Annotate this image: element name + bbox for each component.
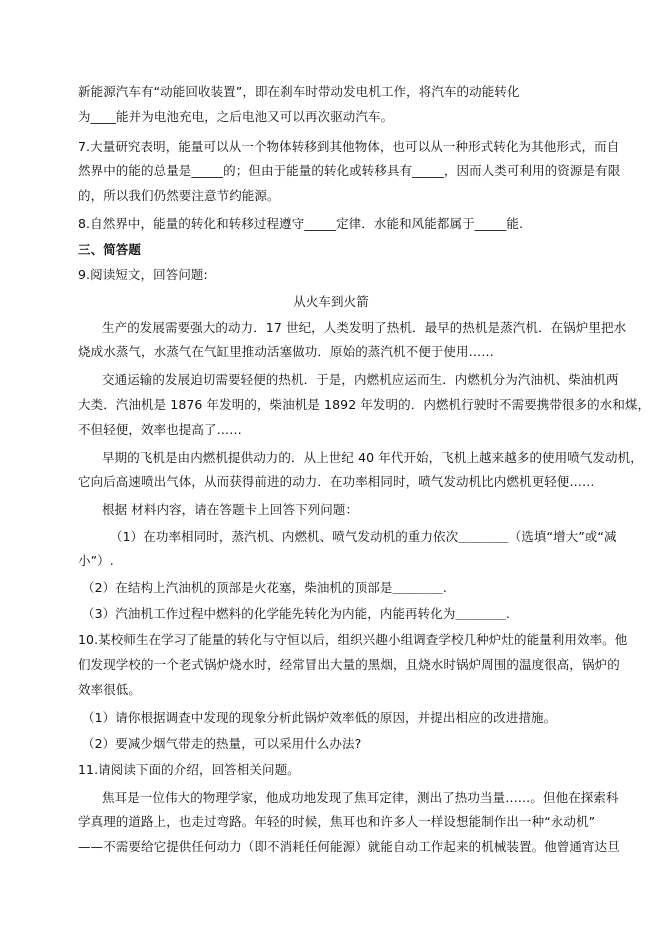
question-7-line-1: 7.大量研究表明，能量可以从一个物体转移到其他物体，也可以从一种形式转化为其他形式，而自 xyxy=(78,139,620,154)
question-10-part-1: （1）请你根据调查中发现的现象分析此锅炉效率低的原因，并提出相应的改进措施。 xyxy=(82,710,557,725)
question-9-part-1-line-1: （1）在功率相同时，蒸汽机、内燃机、喷气发动机的重力依次＿＿＿＿（选填“增大”或“减 xyxy=(110,529,617,544)
article-paragraph-2-line-2: 大类．汽油机是 1876 年发明的，柴油机是 1892 年发明的．内燃机行驶时不需要携带很多的水和煤， xyxy=(78,397,651,412)
article-paragraph-1-line-2: 烧成水蒸气，水蒸气在气缸里推动活塞做功．原始的蒸汽机不便于使用…… xyxy=(78,344,494,359)
question-11-intro: 11.请阅读下面的介绍，回答相关问题。 xyxy=(78,762,300,777)
article-paragraph-1-line-1: 生产的发展需要强大的动力．17 世纪，人类发明了热机．最早的热机是蒸汽机．在锅炉里把水 xyxy=(102,320,627,335)
question-10-line-2: 们发现学校的一个老式锅炉烧水时，经常冒出大量的黑烟，且烧水时锅炉周围的温度很高，锅炉的 xyxy=(78,657,620,672)
joule-paragraph-line-2: 学真理的道路上，也走过弯路。年轻的时候，焦耳也和许多人一样设想能制作出一种“永动机” xyxy=(78,814,596,829)
text-line-energy-recovery-blank: 为____能并为电池充电，之后电池又可以再次驱动汽车。 xyxy=(78,109,394,124)
question-7-line-2: 然界中的能的总量是_____的；但由于能量的转化或转移具有_____，因而人类可利用的资源是有限 xyxy=(78,163,621,178)
article-paragraph-3-line-1: 早期的飞机是由内燃机提供动力的．从上世纪 40 年代开始，飞机上越来越多的使用喷气发动机， xyxy=(102,450,643,465)
question-10-line-3: 效率很低。 xyxy=(78,682,142,697)
article-title: 从火车到火箭 xyxy=(293,294,369,309)
text-line-energy-recovery: 新能源汽车有“动能回收装置”，即在刹车时带动发电机工作，将汽车的动能转化 xyxy=(78,84,520,99)
article-paragraph-2-line-3: 不但轻便，效率也提高了…… xyxy=(78,422,242,437)
section-heading-short-answer: 三、简答题 xyxy=(78,242,142,257)
article-paragraph-3-line-2: 它向后高速喷出气体，从而获得前进的动力．在功率相同时，喷气发动机比内燃机更轻便…… xyxy=(78,474,595,489)
joule-paragraph-line-1: 焦耳是一位伟大的物理学家，他成功地发现了焦耳定律，测出了热功当量……。但他在探索科 xyxy=(102,790,619,805)
question-10-line-1: 10.某校师生在学习了能量的转化与守恒以后，组织兴趣小组调查学校几种炉灶的能量利用效率。他 xyxy=(78,632,628,647)
question-7-line-3: 的，所以我们仍然要注意节约能源。 xyxy=(78,188,280,203)
question-10-part-2: （2）要减少烟气带走的热量，可以采用什么办法? xyxy=(82,736,362,751)
question-9-part-3: （3）汽油机工作过程中燃料的化学能先转化为内能，内能再转化为＿＿＿＿. xyxy=(82,606,510,621)
question-9-part-2: （2）在结构上汽油机的顶部是火花塞，柴油机的顶部是＿＿＿＿. xyxy=(82,580,447,595)
question-9-intro: 9.阅读短文，回答问题: xyxy=(78,267,208,282)
article-paragraph-2-line-1: 交通运输的发展迫切需要轻便的热机．于是，内燃机应运而生．内燃机分为汽油机、柴油机两 xyxy=(102,372,619,387)
joule-paragraph-line-3: ——不需要给它提供任何动力（即不消耗任何能源）就能自动工作起来的机械装置。他曾通宵达旦 xyxy=(78,839,620,854)
answer-instructions: 根据 材料内容，请在答题卡上回答下列问题： xyxy=(102,502,359,517)
question-9-part-1-line-2: 小”）. xyxy=(78,553,114,568)
question-8: 8.自然界中，能量的转化和转移过程遵守_____定律．水能和风能都属于_____能. xyxy=(78,216,524,231)
